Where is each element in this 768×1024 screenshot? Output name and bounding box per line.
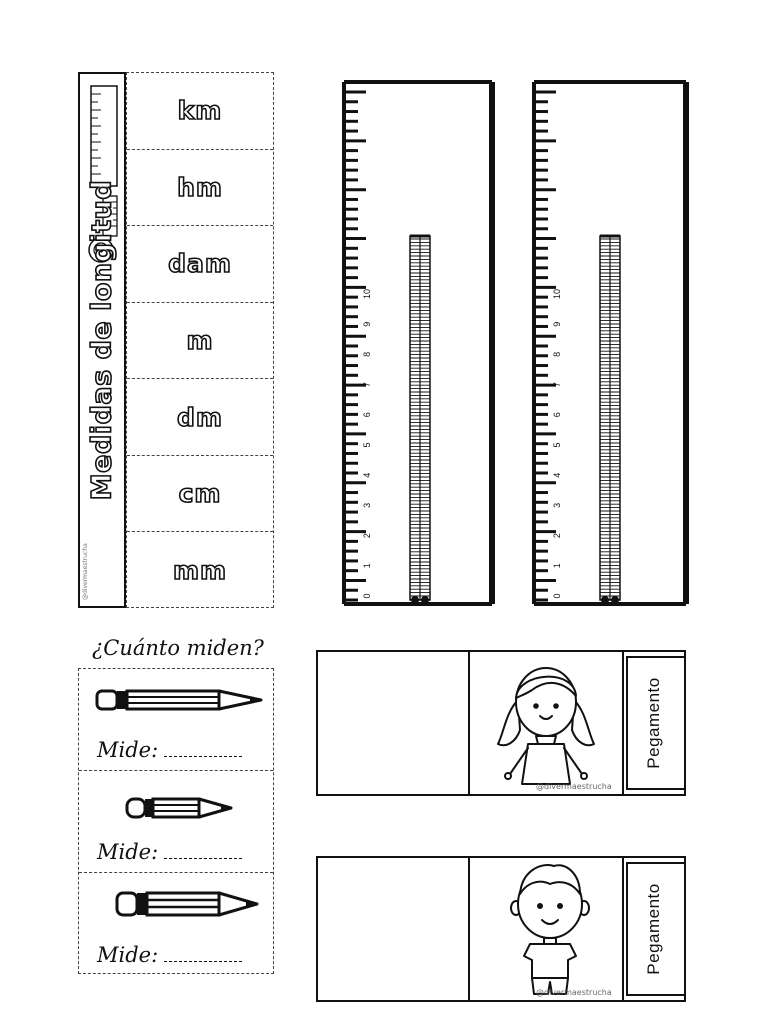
glue-tab [622, 858, 684, 1000]
unit-cell-dam [127, 226, 273, 303]
unit-label: m [186, 325, 214, 355]
cutout-card-boy [316, 856, 686, 1002]
ruler-scale-label: 0 [362, 593, 372, 599]
ruler-scale-label: 7 [362, 382, 372, 388]
unit-label: mm [172, 556, 228, 586]
ruler-scale-label: 8 [552, 351, 562, 357]
ruler-scale-label: 9 [362, 321, 372, 327]
ruler-scale-label: 10 [552, 288, 562, 300]
pencil-medium-icon [115, 887, 261, 921]
ruler-scale-label: 5 [552, 442, 562, 448]
girl-figure-icon [492, 656, 600, 792]
card-blank-area [318, 858, 470, 1000]
ruler-left [340, 78, 496, 610]
pencil-item [79, 873, 273, 975]
ruler-scale-label: 0 [552, 593, 562, 599]
glue-label: Pegamento [644, 883, 663, 975]
card-credit: @divermaestrucha [536, 988, 612, 997]
boy-figure-icon [510, 860, 590, 1000]
pencil-item [79, 669, 273, 771]
ruler-scale-label: 10 [362, 288, 372, 300]
unit-label: dm [177, 402, 223, 432]
card-image-area [470, 858, 622, 1000]
unit-cell-mm [127, 532, 273, 609]
pencils-title: ¿Cuánto miden? [92, 636, 264, 660]
ruler-scale-label: 6 [362, 412, 372, 418]
ruler-scale-label: 7 [552, 382, 562, 388]
pencil-measure-label: Mide: [97, 943, 242, 967]
ruler-scale-label: 1 [552, 563, 562, 569]
answer-line[interactable] [164, 756, 242, 757]
ruler-right [530, 78, 690, 610]
unit-strip-credit: @divermaestrucha [82, 543, 89, 600]
unit-label: dam [168, 249, 232, 279]
card-credit: @divermaestrucha [536, 782, 612, 791]
ruler-scale-label: 6 [552, 412, 562, 418]
unit-strip-title: Medidas de longitud [86, 179, 118, 501]
ruler-scale-label: 4 [552, 472, 562, 478]
ruler-scale-label: 8 [362, 351, 372, 357]
glue-tab [622, 652, 684, 794]
answer-line[interactable] [164, 961, 242, 962]
pencil-measure-label: Mide: [97, 738, 242, 762]
pencil-item [79, 771, 273, 873]
unit-strip-title-band [78, 72, 126, 608]
pencil-short-icon [125, 793, 235, 823]
unit-cell-cm [127, 456, 273, 533]
unit-label: km [177, 96, 223, 126]
cutout-card-girl [316, 650, 686, 796]
unit-cell-m [127, 303, 273, 380]
unit-cells [126, 72, 274, 608]
ruler-scale-label: 9 [552, 321, 562, 327]
unit-label: cm [178, 479, 222, 509]
glue-label: Pegamento [644, 677, 663, 769]
pencils-panel [78, 668, 274, 974]
ruler-scale-label: 1 [362, 563, 372, 569]
card-blank-area [318, 652, 470, 794]
unit-label: hm [177, 172, 223, 202]
ruler-scale-label: 2 [552, 533, 562, 539]
ruler-scale-label: 4 [362, 472, 372, 478]
unit-cell-km [127, 73, 273, 150]
ruler-scale-label: 2 [362, 533, 372, 539]
pencil-measure-label: Mide: [97, 840, 242, 864]
pencil-long-icon [95, 685, 265, 715]
ruler-scale-label: 3 [552, 502, 562, 508]
ruler-scale-label: 3 [362, 502, 372, 508]
card-image-area [470, 652, 622, 794]
answer-line[interactable] [164, 858, 242, 859]
unit-cell-hm [127, 150, 273, 227]
ruler-logo-icon [89, 84, 119, 188]
ruler-scale-label: 5 [362, 442, 372, 448]
unit-cell-dm [127, 379, 273, 456]
